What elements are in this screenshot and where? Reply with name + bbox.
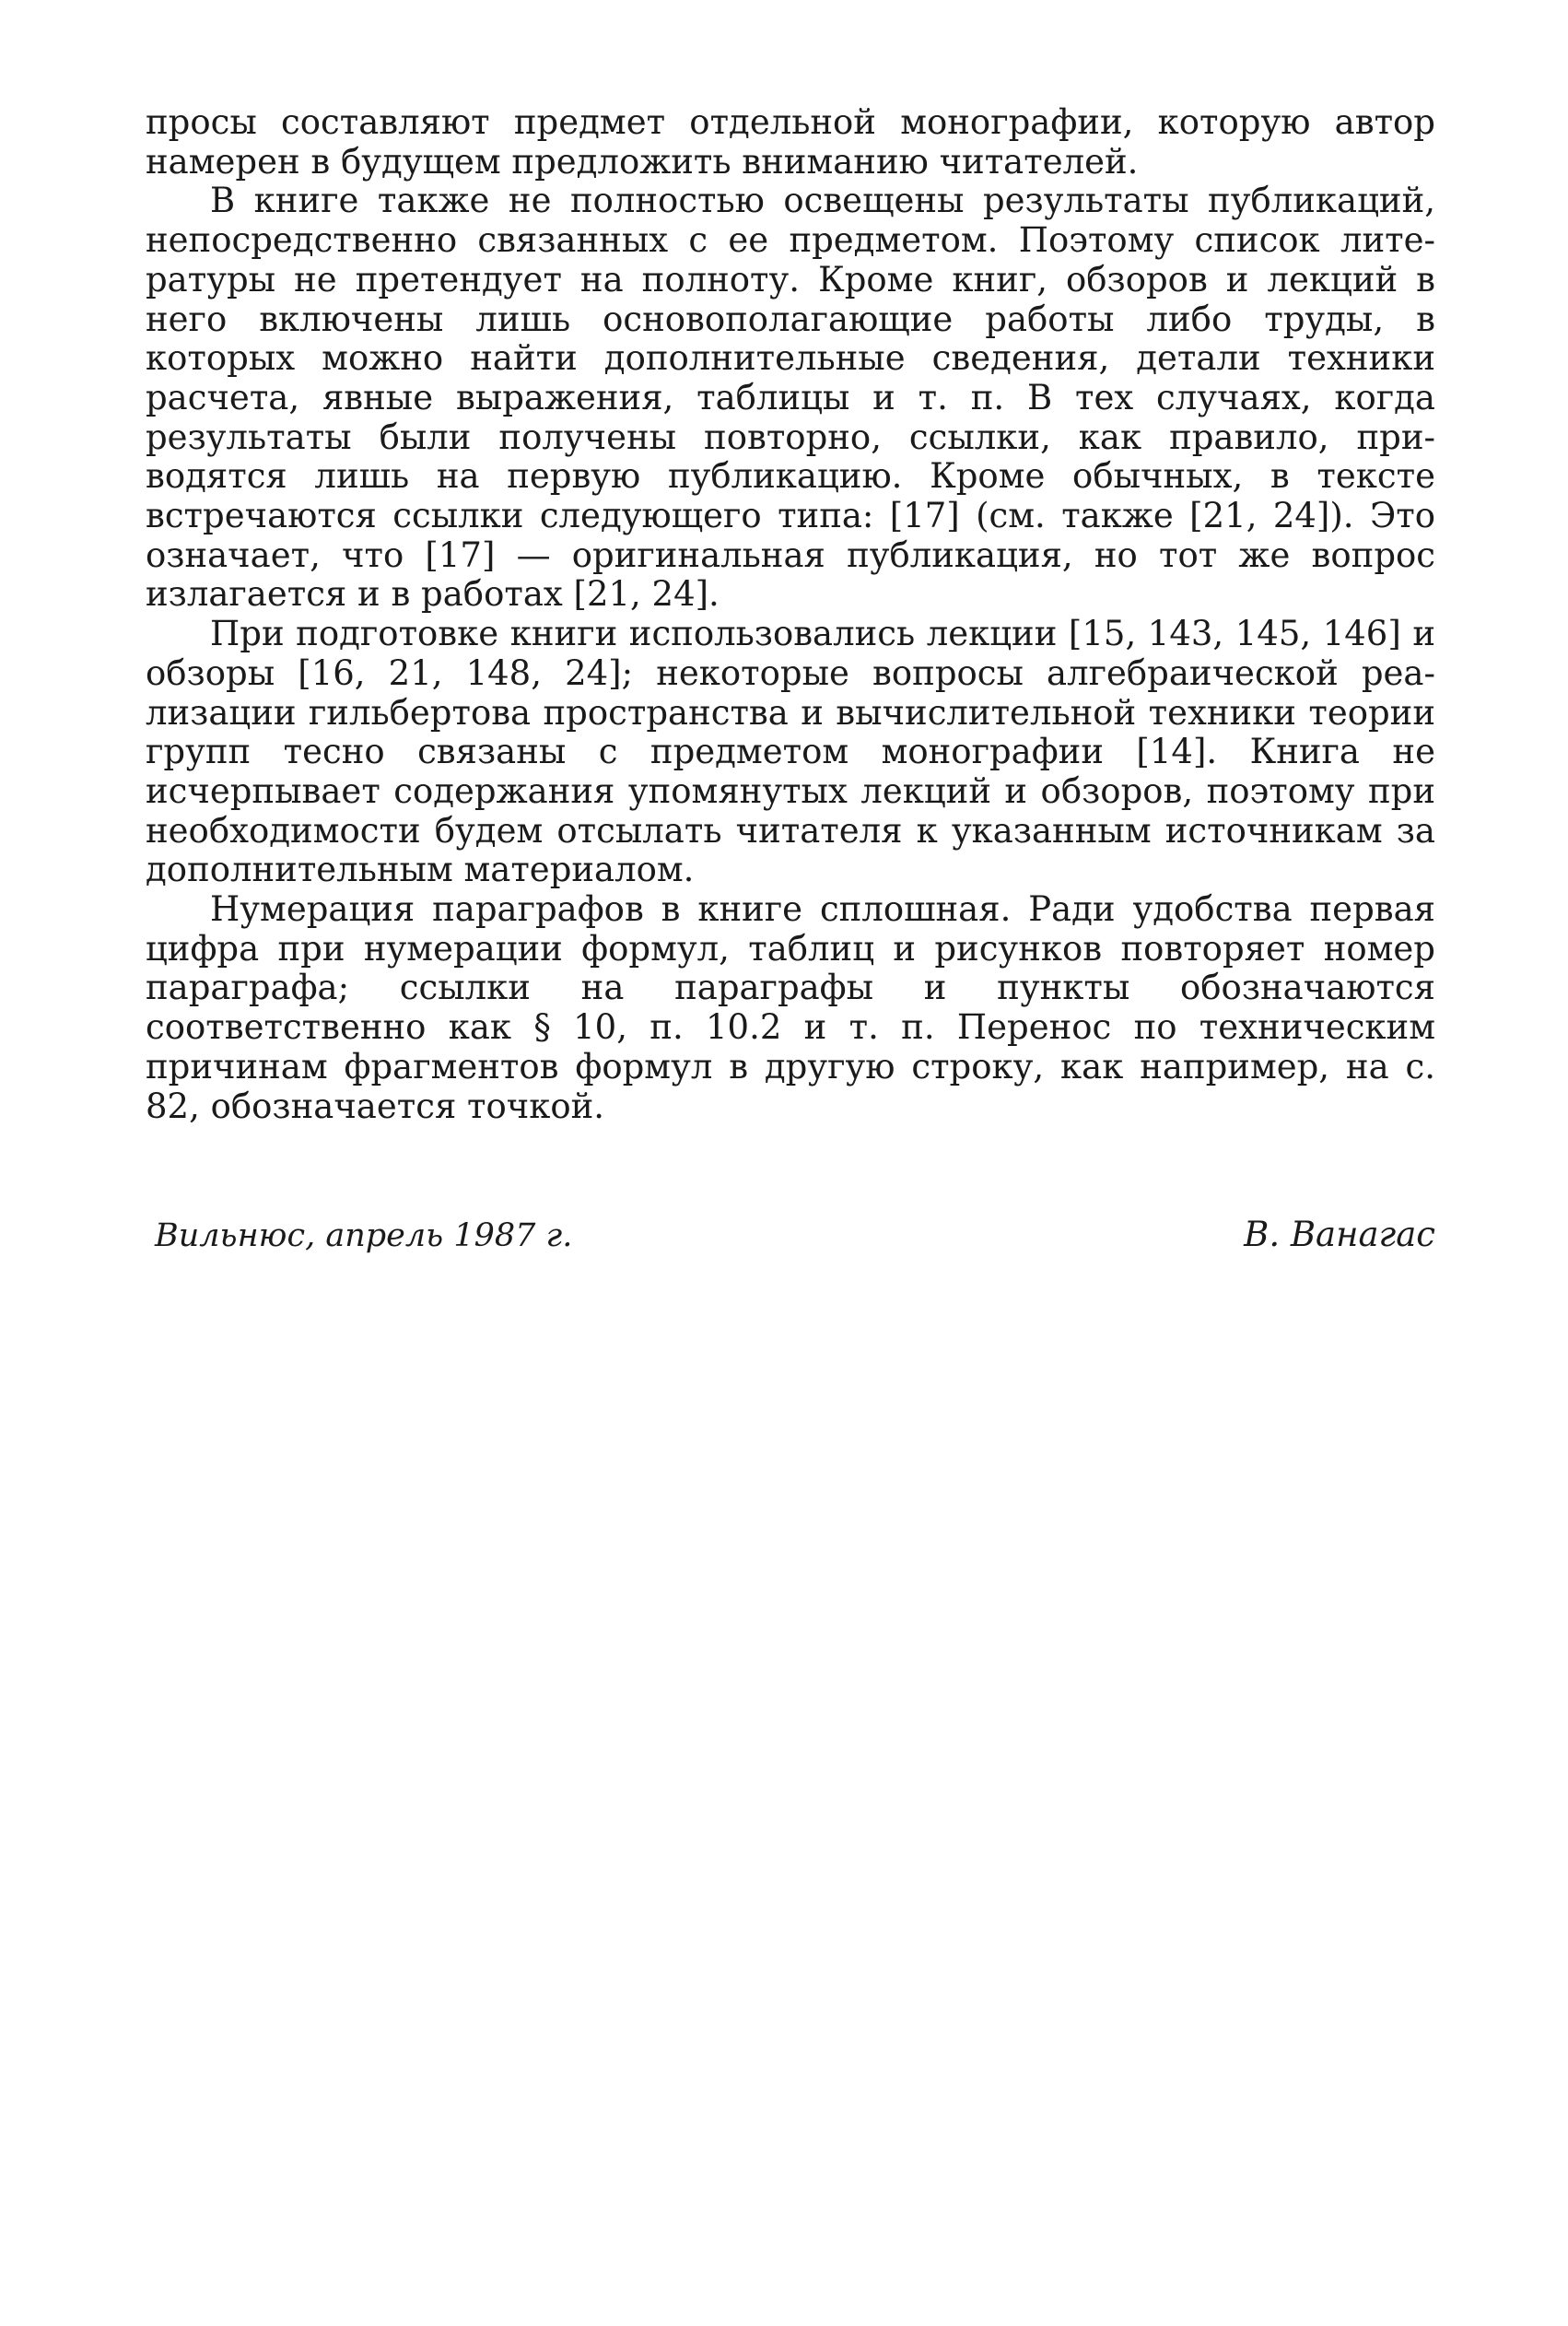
paragraph-sources: При подготовке книги использовались лекции [15, 143, 145, 146] и обзоры [16, 21, 148, 24]; некоторые вопросы алгебраической реализации гильбертова пространства и вычислительной техники теории групп тесно связаны с предметом монографии [14]. Книга не исчерпывает содержания упомянутых лекций и обзоров, поэтому при необходимости будем отсылать читателя к указанным источникам за дополнительным материалом. <box>146 614 1435 890</box>
signature-row <box>155 1215 1435 1254</box>
paragraph-references: В книге также не полностью освещены результаты публикаций, непосредственно связанных с ее предметом. Поэтому список литературы не претендует на полноту. Кроме книг, обзоров и лекций в него включены лишь основополагающие работы либо труды, в которых можно найти дополнительные сведения, детали техники расчета, явные выражения, таблицы и т. п. В тех случаях, когда результаты были получены повторно, ссылки, как правило, приводятся лишь на первую публикацию. Кроме обычных, в тексте встречаются ссылки следующего типа: [17] (см. также [21, 24]). Это означает, что [17] — оригинальная публикация, но тот же вопрос излагается и в работах [21, 24]. <box>146 181 1435 615</box>
author-signature: В. Ванагас <box>1244 1215 1435 1254</box>
place-date: Вильнюс, апрель 1987 г. <box>155 1217 573 1254</box>
paragraph-numbering: Нумерация параграфов в книге сплошная. Ради удобства первая цифра при нумерации формул, таблиц и рисунков повторяет номер параграфа; ссылки на параграфы и пункты обозначаются соответственно как § 10, п. 10.2 и т. п. Перенос по техническим причинам фрагментов формул в другую строку, как например, на с. 82, обозначается точкой. <box>146 889 1435 1126</box>
preface-text-block <box>146 103 1435 1126</box>
paragraph-continuation: просы составляют предмет отдельной монографии, которую автор намерен в будущем предложить вниманию читателей. <box>146 102 1435 182</box>
